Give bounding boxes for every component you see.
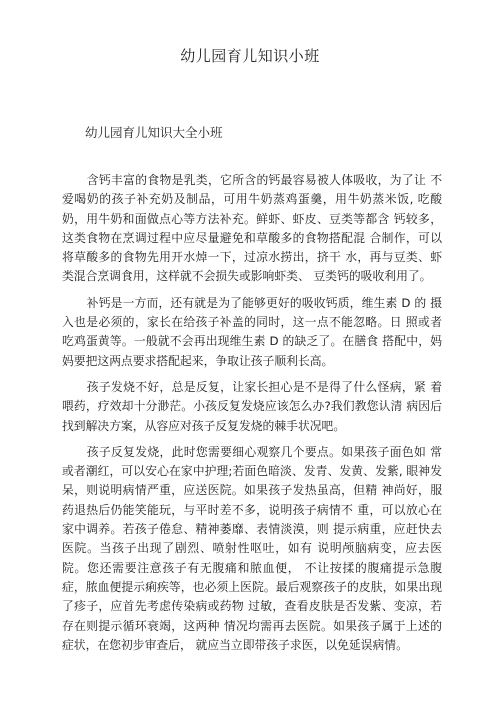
paragraph-vitamin-d: 补钙是一方而，还有就是为了能够更好的吸收钙质，维生素 D 的 摄入也是必须的，家长在给孩子补盖的同时，这一点不能忽略。日 照或者吃鸡蛋黄等。一般就不会再出现维生素 D 的缺乏了。在膳食 搭配中，妈妈要把这两点要求搭配起来，争取让孩子顺利长高。 <box>62 295 442 368</box>
section-subtitle: 幼儿园育儿知识大全小班 <box>85 125 223 140</box>
paragraph-fever-intro: 孩子发烧不好，总是反复，让家长担心是不是得了什么怪病，紧 着喂药，疗效却十分渺茫。小孩反复发烧应该怎么办?我们教您认清 病因后找到解决方案，从容应对孩子反复发烧的棘手状况吧。 <box>62 379 442 433</box>
body-text <box>62 171 442 662</box>
paragraph-calcium-foods: 含钙丰富的食物是乳类，它所含的钙最容易被人体吸收，为了让 不爱喝奶的孩子补充奶及制品，可用牛奶蒸鸡蛋羹，用牛奶蒸米饭, 吃酸奶，用牛奶和面做点心等方法补充。鲜虾、虾皮、豆类等都含 钙较多，这类食物在烹调过程中应尽量避免和草酸多的食物搭配混 合制作，可以将草酸多的食物先用开水焯一下，过凉水捞出，挤干 水，再与豆类、虾类混合烹调食用，这样就不会损失或影响虾类、 豆类钙的吸收利用了。 <box>62 173 442 284</box>
paragraph-fever-observation: 孩子反复发烧，此时您需要细心观察几个要点。如果孩子面色如 常或者潮红，可以安心在家中护理;若面色暗淡、发青、发黄、发紫, 眼神发呆，则说明病情严重，应送医院。如果孩子发热虽高，但精 神尚好，服药退热后仍能笑能玩，与平时差不多，说明孩子病情不 重，可以放心在家中调养。若孩子倦怠、精神萎靡、表情淡漠，则 提示病重，应赶快去医院。当孩子出现了剧烈、喷射性呕吐，如有 说明颅脑病变，应去医院。您还需要注意孩子有无腹痛和脓血便， 不让按揉的腹痛提示急腹症，脓血便提示痢疾等，也必须上医院。最后观察孩子的皮肤，如果出现了疹子，应首先考虑传染病或药物 过敏，查看皮肤是否发紫、变凉，若存在则提示循环衰竭，这两种 情况均需再去医院。如果孩子属于上述的症状，在您初步审查后， 就应当立即带孩子求医，以免延误病情。 <box>62 444 442 652</box>
page-title: 幼儿园育儿知识小班 <box>180 47 320 65</box>
